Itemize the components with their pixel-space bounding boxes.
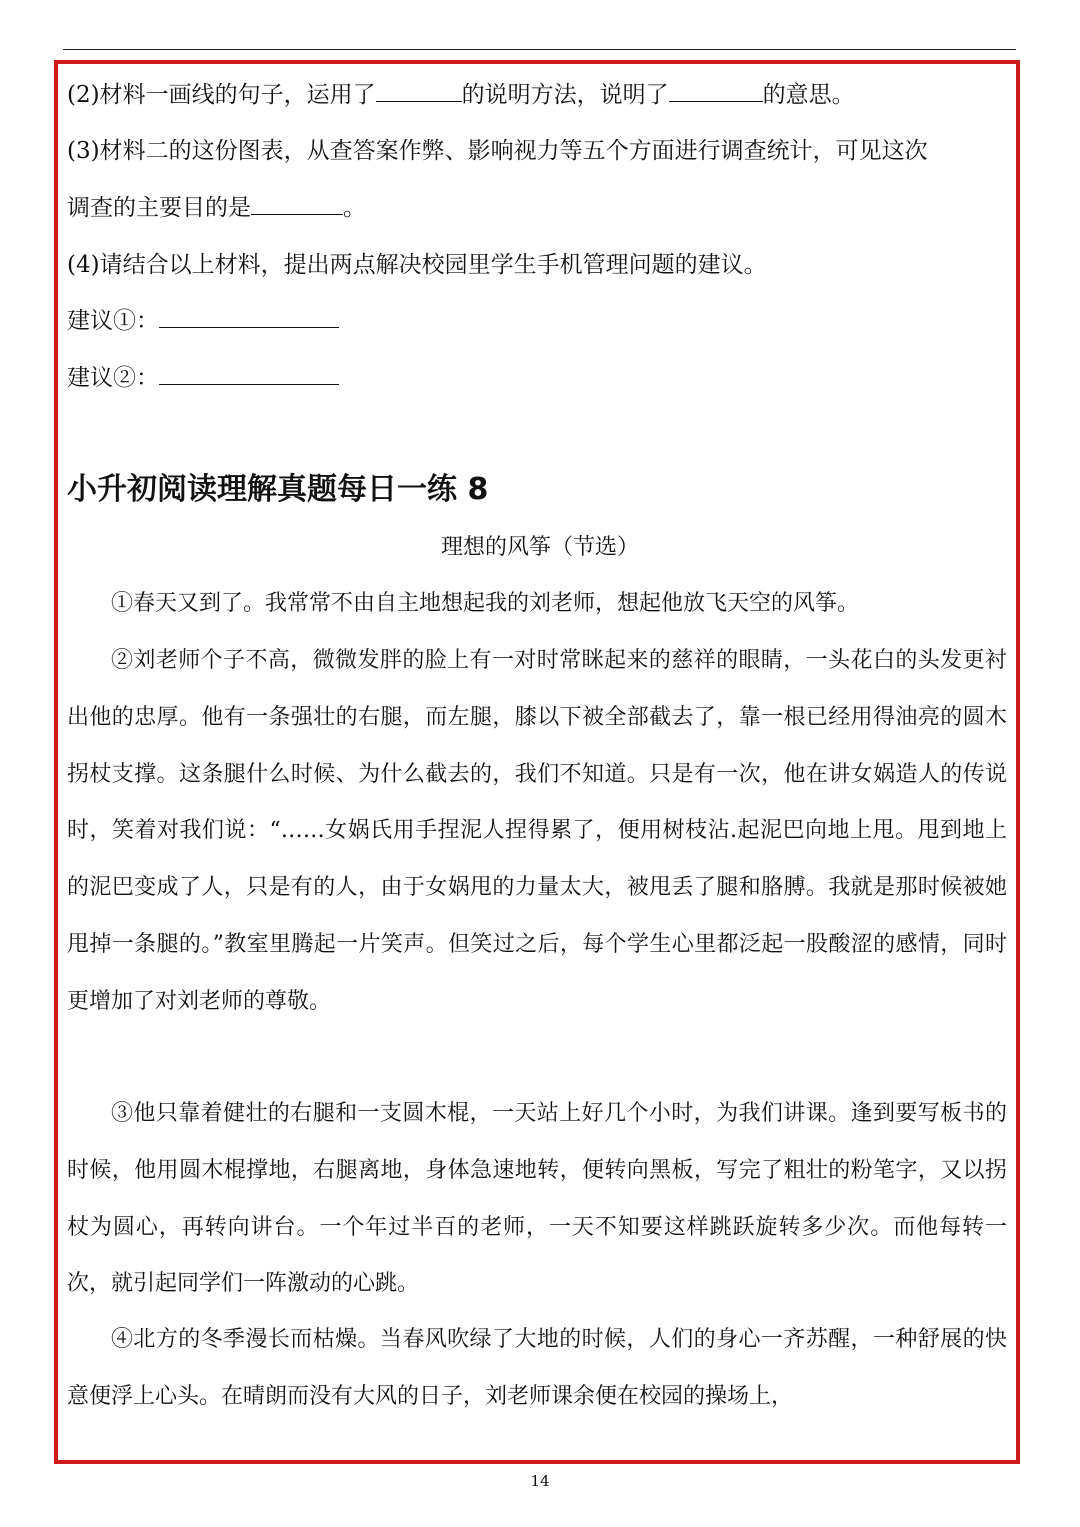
question-4: (4)请结合以上材料，提出两点解决校园里学生手机管理问题的建议。 [67,252,767,278]
suggestion-1 [67,306,339,336]
question-2-text-c: 的意思。 [762,82,855,108]
page-number: 14 [530,1472,550,1490]
article-title: 理想的风筝（节选） [440,535,639,560]
suggestion-1-label: 建议①： [67,308,159,334]
section-title: 小升初阅读理解真题每日一练 8 [67,472,489,507]
question-3-line-2 [67,193,366,223]
paragraph-4: ④北方的冬季漫长而枯燥。当春风吹绿了大地的时候，人们的身心一齐苏醒，一种舒展的快意便浮上心头。在晴朗而没有大风的日子，刘老师课余便在校园的操场上， [67,1327,1007,1409]
suggestion-1-blank[interactable] [159,307,339,328]
question-2-text-b: 的说明方法，说明了 [461,82,669,108]
answer-blank[interactable] [669,81,763,102]
suggestion-2-blank[interactable] [159,364,339,385]
suggestion-2 [67,363,339,393]
question-2 [67,80,855,110]
question-3-text-a: 调查的主要目的是 [67,195,251,221]
question-3-line-1: (3)材料二的这份图表，从查答案作弊、影响视力等五个方面进行调查统计，可见这次 [67,138,928,164]
question-3-text-b: 。 [343,195,366,221]
suggestion-2-label: 建议②： [67,365,159,391]
answer-blank[interactable] [251,194,343,215]
header-rule [63,49,1016,50]
question-2-text-a: (2)材料一画线的句子，运用了 [67,82,376,108]
paragraph-3: ③他只靠着健壮的右腿和一支圆木棍，一天站上好几个小时，为我们讲课。逢到要写板书的时候，他用圆木棍撑地，右腿离地，身体急速地转，便转向黑板，写完了粗壮的粉笔字，又以拐杖为圆心，再转向讲台。一个年过半百的老师，一天不知要这样跳跃旋转多少次。而他每转一次，就引起同学们一阵激动的心跳。 [67,1101,1007,1297]
paragraph-2: ②刘老师个子不高，微微发胖的脸上有一对时常眯起来的慈祥的眼睛，一头花白的头发更衬出他的忠厚。他有一条强壮的右腿，而左腿，膝以下被全部截去了，靠一根已经用得油亮的圆木拐杖支撑。这条腿什么时候、为什么截去的，我们不知道。只是有一次，他在讲女娲造人的传说时，笑着对我们说：“……女娲氏用手捏泥人捏得累了，便用树枝沾.起泥巴向地上甩。甩到地上的泥巴变成了人，只是有的人，由于女娲甩的力量太大，被甩丢了腿和胳膊。我就是那时候被她甩掉一条腿的。”教室里腾起一片笑声。但笑过之后，每个学生心里都泛起一股酸涩的感情，同时更增加了对刘老师的尊敬。 [67,648,1007,1014]
answer-blank[interactable] [376,81,462,102]
paragraph-1: ①春天又到了。我常常不由自主地想起我的刘老师，想起他放飞天空的风筝。 [111,591,860,616]
